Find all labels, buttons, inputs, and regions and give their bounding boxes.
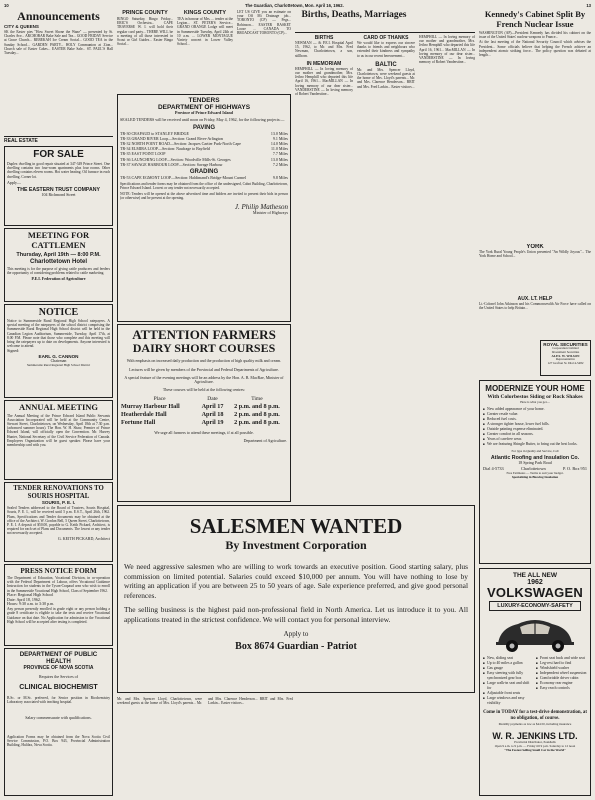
- births-title: Births, Deaths, Marriages: [301, 10, 407, 20]
- tender-souris-title: TENDER RENOVATIONS TO SOURIS HOSPITAL: [13, 485, 104, 500]
- cattlemen-when: Thursday, April 19th — 8:00 P.M.: [16, 252, 101, 258]
- bullet-icon: ■: [483, 671, 485, 675]
- bullet-icon: ■: [483, 681, 485, 685]
- bullet-icon: ■: [483, 656, 485, 660]
- paving-miles: 7.7 Miles: [272, 151, 288, 157]
- public-health-province: PROVINCE OF NOVA SCOTIA: [23, 665, 94, 671]
- bullet-icon: ■: [483, 666, 485, 670]
- farmers-courses-note: These courses will be held at the following centres:: [162, 387, 246, 393]
- vw-feature-item: ■ Easy reach controls: [536, 686, 570, 690]
- modernize-title: MODERNIZE YOUR HOME: [485, 384, 585, 393]
- births-head: BIRTHS: [314, 35, 334, 41]
- bullet-icon: ■: [536, 661, 538, 665]
- highways-tender-ad: [117, 94, 291, 322]
- bullet-icon: ■: [536, 681, 538, 685]
- city-queens-heading: CITY & QUEENS: [4, 24, 39, 29]
- york-story: [479, 244, 591, 294]
- highways-department: DEPARTMENT OF HIGHWAYS: [157, 104, 251, 111]
- births-header-block: [295, 10, 413, 32]
- paving-miles: 11.0 Miles: [271, 146, 288, 152]
- modernize-benefit-item: ■ Greater comfort in all seasons.: [483, 431, 534, 436]
- thanks-head: CARD OF THANKS: [363, 35, 409, 41]
- paving-list: [120, 131, 288, 167]
- prince-county-block: [117, 10, 173, 92]
- modernize-benefit-item: ■ Reduced fuel costs.: [483, 416, 517, 421]
- vw-all-new: THE ALL NEW: [512, 572, 558, 579]
- tender-souris-ad: [4, 482, 113, 562]
- paving-heading: PAVING: [192, 124, 216, 131]
- press-notice-body: The Department of Education, Vocational Division, in co-operation with the Federal Department of Labour, offers Vocational Guidance Instruction for students in the Tyson-Crapaud area who wish to enroll in the Summerside Vocational High School, Class of September 1962.: [7, 576, 110, 593]
- paving-row: [120, 162, 288, 167]
- public-health-body: B.Sc. or M.Sc. preferred, for Senior position in Biochemistry Laboratory associated with teaching hospital.: [7, 695, 110, 704]
- cattlemen-body: This meeting is for the purpose of giving cattle producers and feeders the opportunity of considering problems related to cattle marketing.: [7, 267, 110, 276]
- queens-notes-block: [237, 10, 291, 92]
- course-row: [121, 411, 287, 419]
- royal-title: ROYAL SECURITIES: [543, 342, 588, 347]
- course-place: Fortune Hall: [121, 418, 156, 426]
- births-col-2: [357, 35, 415, 501]
- highways-intro: SEALED TENDERS will be received until noon on Friday, May 4, 1962, for the following projects:—: [120, 116, 285, 122]
- public-health-apply: Application Forms may be obtained from the Nova Scotia Civil Service Commission, P.O. Box 943, Provincial Administration Building, Halifax, Nova Scotia.: [7, 735, 110, 748]
- annual-meeting-title: ANNUAL MEETING: [18, 402, 99, 412]
- annual-meeting-ad: [4, 400, 113, 480]
- queens-notes-body: LET US GIVE you an estimate on your Off Mi Drainage job... TORONTO (CP) — Pegs... Robinson... EASTER BASKET Loose ... CANADA TO BROADCAST TORONTO (CP)...: [237, 10, 291, 36]
- bullet-icon: ■: [483, 431, 485, 436]
- page-number-left: 10: [4, 3, 9, 8]
- paving-project: TR-32 NORTH POINT ROAD—Section: Jacques Cartier Park-North Cape: [120, 141, 241, 146]
- grading-project: TR-53 CAPE EGMONT LOOP—Section: Haldimand's Bridge-Mount Carmel: [120, 175, 246, 181]
- kings-county-title: KINGS COUNTY: [183, 10, 227, 16]
- course-place: Murray Harbour Hall: [121, 402, 180, 410]
- modernize-phone: Dial 4-5733: [483, 466, 504, 472]
- tender-souris-place: SOURIS, P. E. I.: [41, 500, 76, 506]
- baltic-body: Mr. and Mrs. Spencer Lloyd, Charlottetown, were weekend guests at the home of Mrs. Lloyd's parents... Mr. and Mrs. Clarence Henderson... BRIT and Mrs. Fred Larkin... Easter visitors...: [357, 67, 415, 89]
- modernize-benefit-item: ■ Outside painting expense eliminated.: [483, 426, 544, 431]
- vw-feature-item: ■ Gas gauge: [483, 666, 503, 670]
- press-notice-more: Any person presently enrolled in grade eight or any person holding a grade 8 certificate is eligible to take the tests and receive Vocational Guidance on that date. No Application for admission to the Vocational High School will be accepted after testing is completed.: [7, 607, 110, 624]
- modernize-benefit-item: ■ Greater resale value.: [483, 411, 519, 416]
- thanks-body: We would like to express our sincere thanks to friends and neighbours who extended their kindness and sympathy to us in our recent bereavement...: [357, 41, 415, 58]
- paving-miles: 13.0 Miles: [270, 130, 288, 136]
- york-body: The York Rural Young People's Union presented "An Wildly Joyous"... The York Home and School...: [479, 250, 591, 259]
- kings-county-block: [177, 10, 233, 92]
- royal-line-1: Corporation Limited: [552, 346, 579, 350]
- vw-feature-item: ■ Adjustable front seats: [483, 691, 521, 695]
- vw-brand: VOLKSWAGEN: [487, 585, 583, 600]
- modernize-benefit-item: ■ New added appearance of your home.: [483, 406, 545, 411]
- highways-tenders-label: TENDERS: [188, 97, 220, 104]
- public-health-salary: Salary commensurate with qualifications.: [25, 715, 92, 721]
- highways-spec: Specifications and tender forms may be obtained from the office of the undersigned, Cabot Building, Charlottetown, Prince Edward Island. Lowest or any tender not necessarily accepted.: [120, 182, 288, 191]
- for-sale-apply: Apply—: [7, 179, 21, 185]
- bullet-icon: ■: [483, 411, 485, 416]
- memoriam-body: HEMPHILL — In loving memory of our mother and grandmother, Mrs. Jethro Hemphill who departed this life April 16, 1961... MacMILLAN — In loving memory of our dear sister... VANDERSTINE — In loving memory of Robert Vanderstine...: [295, 66, 353, 97]
- course-row: [121, 403, 287, 411]
- paving-project: TR-30 CRAPAUD to STANLEY BRIDGE: [120, 130, 189, 136]
- baltic-head: BALTIC: [375, 61, 397, 68]
- course-time: 2 p.m. and 8 p.m.: [234, 402, 280, 410]
- tender-souris-signer: G. KEITH PICKARD, Architect: [57, 535, 110, 541]
- highways-note: NOTE: Tenders will be opened at the above advertised time and bidders are invited to present their bids in person (or otherwise) and be present at the opening.: [120, 191, 288, 200]
- royal-securities-ad: [540, 340, 591, 376]
- bullet-icon: ■: [536, 671, 538, 675]
- royal-line-4: Representative: [556, 357, 575, 362]
- bullet-icon: ■: [483, 441, 485, 446]
- course-date: April 19: [201, 418, 224, 426]
- notice-title: NOTICE: [38, 307, 79, 318]
- vw-feature-item: ■ Independent wheel suspension: [536, 671, 587, 675]
- course-time: 2 p.m. and 8 p.m.: [234, 418, 280, 426]
- notice-signed: Signed:: [7, 348, 20, 354]
- press-notice-place: Place: Regional High School: [7, 591, 54, 597]
- bottom-continuation-body: Mr. and Mrs. Spencer Lloyd, Charlottetown, were weekend guests at the home of Mrs. Lloyd's parents... Mr. and Mrs. Clarence Henderson... BRIT and Mrs. Fred Larkin... Easter visitors...: [117, 697, 293, 706]
- highways-province: Province of Prince Edward Island: [175, 110, 233, 115]
- modernize-specializing: Specializing in Blowing Insulation: [511, 475, 559, 480]
- modernize-benefit-item: ■ We are featuring Shingle Butter, to bring out the best looks.: [483, 441, 578, 446]
- farmers-body: Lectures will be given by members of the Provincial and Federal Departments of Agriculture.: [129, 366, 279, 372]
- paving-miles: 9.1 Miles: [272, 135, 288, 141]
- notice-body: Notice to Summerside Rural Regional High School ratepayers. A special meeting of the ratepayers of the school district comprising the Summerside Rural Regional High School district will be held in the Canadian Legion Auditorium, Summerside, Tuesday, April 17th, at 8.00 P.M. Please note that those who complete and this meeting will bring the ratepayers up to date on developments. Anyone interested is welcome to attend.: [7, 319, 110, 349]
- vw-feature-item: ■ Windshield washer: [536, 666, 570, 670]
- for-sale-ad: [4, 146, 113, 226]
- bullet-icon: ■: [483, 421, 485, 426]
- press-notice-hours: Hours: 9:30 a.m. to 3:30 p.m.: [7, 601, 55, 607]
- farmers-dept: Department of Agriculture.: [243, 437, 287, 443]
- volkswagen-beetle-icon: [492, 614, 578, 654]
- farmers-title-1: ATTENTION FARMERS: [132, 327, 276, 342]
- course-place: Heatherdale Hall: [121, 410, 167, 418]
- cattlemen-sponsor: P.E.I. Federation of Agriculture: [31, 276, 86, 282]
- births-col-3: [419, 35, 475, 501]
- memoriam-head: IN MEMORIAM: [306, 60, 342, 67]
- salesmen-body-2: The selling business is the highest paid non-professional field in North America. Let us introduce it to you. All applications treated in the strictest confidence. We will contact you for personal interview.: [124, 605, 468, 624]
- announcements-title: Announcements: [17, 10, 100, 23]
- modernize-address: 18 Spring Park Road: [518, 459, 552, 465]
- grading-list: [120, 175, 288, 180]
- eastern-trust-address: 104 Richmond Street: [41, 191, 76, 197]
- vw-feature-item: ■ Easy steering with fully synchronized gear box: [483, 671, 524, 680]
- notice-ad: [4, 304, 113, 398]
- public-health-position: CLINICAL BIOCHEMIST: [19, 683, 98, 691]
- vw-dealer-sub: Provincial Distributor, Peakhalls: [514, 739, 556, 744]
- col-date: Date: [207, 395, 218, 402]
- vw-price: Monthly payments as low as $44.50, including insurance: [498, 722, 572, 727]
- salesmen-ad: [117, 505, 475, 693]
- vw-dealer: W. R. JENKINS LTD.: [492, 730, 578, 741]
- cattlemen-title: MEETING FOR CATTLEMEN: [27, 230, 90, 250]
- dairy-course-ad: [117, 324, 291, 502]
- public-health-ad: [4, 648, 113, 796]
- salesmen-subtitle: By Investment Corporation: [225, 538, 367, 552]
- farmers-title-2: DAIRY SHORT COURSES: [132, 341, 276, 355]
- salesmen-apply: Apply to: [283, 630, 309, 638]
- page-number-right: 13: [586, 3, 591, 8]
- aux-story: [479, 296, 591, 336]
- vw-features-right: [536, 656, 587, 706]
- notice-org: Summerside Rural Regional High School District: [26, 363, 91, 368]
- bullet-icon: ■: [483, 406, 485, 411]
- births-col-3-body: HEMPHILL — In loving memory of our mother and grandmother, Mrs. Jethro Hemphill who departed this life April 16, 1961... MacMILLAN — In loving memory of our dear sister... VANDERSTINE — In loving memory of Robert Vanderstine...: [419, 35, 475, 65]
- course-time: 2 p.m. and 8 p.m.: [234, 410, 280, 418]
- vw-feature-item: ■ Leg-rest hard to find: [536, 661, 572, 665]
- vw-feature-item: ■ Up to 40 miles a gallon: [483, 661, 523, 665]
- bottom-continuation: [117, 697, 475, 796]
- notice-name: EARL G. CANNON: [38, 354, 79, 360]
- vw-feature-item: ■ Comfortable driver cabin: [536, 676, 579, 680]
- bullet-icon: ■: [483, 696, 485, 700]
- modernize-type: For type in Quality and Service, Call: [511, 448, 559, 453]
- announcements-block: [4, 10, 113, 136]
- cattlemen-ad: [4, 228, 113, 302]
- eastern-trust-name: THE EASTERN TRUST COMPANY: [17, 186, 100, 193]
- vw-tagline: LUXURY-ECONOMY-SAFETY: [489, 601, 581, 611]
- prince-county-body: BINGO Saturday, Bingo Friday... ERIC'S Orchestra... CAPE TRAVERSE W. I. will hold their regular card party... THERE WILL be a meeting of all those interested in Scout or Girl Guides... Easter Bingo Social...: [117, 17, 173, 47]
- modernize-sub: With Colorbestos Siding or Rock Shakes: [487, 394, 583, 400]
- farmers-urge: We urge all farmers to attend these meetings, if at all possible.: [154, 429, 254, 435]
- modernize-city: Charlottetown: [521, 466, 546, 472]
- paving-project: TR-34 ELMIRA LOOP—Section: Naufrage to Bayfield: [120, 146, 210, 152]
- vw-slogan: "The Fastest Selling Small Car in the World": [504, 747, 566, 752]
- modernize-note: Here is what you get—: [520, 400, 550, 404]
- cattlemen-where: Charlottetown Hotel: [30, 259, 87, 265]
- salesmen-title: SALESMEN WANTED: [189, 514, 403, 538]
- kennedy-headline: Kennedy's Cabinet Split By French Nuclear Issue: [484, 10, 586, 29]
- paving-miles: 13.0 Miles: [270, 156, 288, 162]
- aux-body: Lt.-Colonel John Atkinson and his Commonwealth Air Force have called on the United States to help Britain...: [479, 302, 591, 311]
- modernize-benefit-item: ■ Years of carefree wear.: [483, 436, 522, 441]
- public-health-requires: Requires the Services of: [39, 674, 78, 679]
- bullet-icon: ■: [483, 426, 485, 431]
- paving-project: TR-33 GRAND RIVER Loop—Section: Grand River-Arlington: [120, 135, 223, 141]
- york-title: YORK: [526, 244, 544, 250]
- vw-feature-item: ■ Front seat back and wide seat: [536, 656, 585, 660]
- tender-souris-body: Sealed Tenders addressed to the Board of Trustees, Souris Hospital, Souris, P. E. I., will be received until 5 p.m. E.S.T., April 26th, 1962. Plans, Specifications and Tender documents may be obtained at the office of the Architect, W. Gordon Bell, 5 Queen Street, Charlottetown, P. E. I. A deposit of $50.00, payable to G. Keith Pickard, Architect, is required for each set of Plans and Documents. The lowest or any tender not necessarily accepted.: [7, 506, 110, 536]
- aux-title: AUX. LT. HELP: [517, 296, 553, 302]
- vw-year: 1962: [527, 579, 543, 586]
- modernize-benefits: [483, 407, 587, 447]
- vw-feature-item: ■ New, sliding seat: [483, 656, 514, 660]
- salesmen-body-1: We need aggressive salesmen who are willing to work towards an executive position. Good starting salary, plus commission on limited potential. Salaries could exceed $10,000 per annum. You will have nothing to lose by writing an application if you are between 25 to 50 years of age. Sale experience preferred, and give good personal references.: [124, 562, 468, 600]
- kennedy-body: At the last meeting of the National Security Council which advises the President... Some officials believe that helping the French achieve an independent atomic striking force... The policy question was debated at length...: [479, 40, 591, 58]
- births-col-1: [295, 35, 353, 501]
- public-health-title: DEPARTMENT OF PUBLIC HEALTH: [19, 651, 98, 665]
- courses-table: [121, 395, 287, 427]
- paving-project: TR-36 LAUNCHING LOOP—Section: Woodville Mills-St. Georges: [120, 156, 231, 162]
- bullet-icon: ■: [536, 686, 538, 690]
- col-time: Time: [251, 395, 263, 402]
- royal-address: 127 Grafton St. Dial 4-5482: [547, 361, 584, 366]
- annual-meeting-body: The Annual Meeting of the Prince Edward Island Public Servants Association Incorporated will be held at the Community Centre, Stewart Street, Charlottetown, on Wednesday, April 18th at 7.30 p.m. (advanced summer hours). The Hon. W. H. Shaw, Premier of Prince Edward Island, will officially open the Convention. Mr. Harvey Hunter, National Secretary of the Civil Service Federation of Canada. Employees Organization will be guest speaker. Please have your membership card with you.: [7, 413, 110, 447]
- grading-heading: GRADING: [189, 169, 219, 176]
- highways-signer-role: Minister of Highways: [252, 210, 288, 216]
- farmers-subtitle: With emphasis on increased daily production and the production of high quality milk and cream.: [126, 358, 282, 363]
- kennedy-story: [479, 10, 591, 242]
- for-sale-body: Duplex dwelling in good repair situated at 347-349 Prince Street. One dwelling contains two four-room apartments plus four rooms. Other dwelling contains eleven rooms. Hot water heating. Oil furnace in each dwelling. Corner lot.: [7, 162, 110, 179]
- farmers-body-2: A special feature of the evening meetings will be an address by the Hon. A. B. MacRae, Minister of Agriculture.: [124, 374, 284, 385]
- modernize-ad: [479, 380, 591, 564]
- paper-line: The Guardian, Charlottetown, Mon. April 16, 1962.: [245, 3, 344, 8]
- course-date: April 18: [201, 410, 224, 418]
- press-notice-ad: [4, 564, 113, 646]
- notice-role: Chairman: [50, 358, 67, 364]
- paving-miles: 7.2 Miles: [272, 161, 288, 167]
- bullet-icon: ■: [483, 436, 485, 441]
- royal-line-3: ALEX. W. WILSON: [551, 353, 580, 358]
- modernize-benefit-item: ■ A stronger tighter house, lower fuel bills.: [483, 421, 550, 426]
- press-notice-date: Date: April 18, 1962.: [7, 596, 41, 602]
- paving-project: TR-35 EAST POINT LOOP: [120, 151, 166, 157]
- course-date: April 17: [201, 402, 224, 410]
- col-place: Place: [153, 395, 166, 402]
- vw-cta: Come in TODAY for a test-drive demonstration, at no obligation, of course.: [483, 710, 587, 721]
- kennedy-dateline: WASHINGTON (AP)—President Kennedy has divided his cabinet on the issue of the United States' nuclear weapons to France...: [479, 31, 591, 40]
- vw-hours: Open 9 a.m. to 9 p.m. — Friday till 9 p.m. Saturday to 12 noon: [494, 743, 576, 748]
- vw-features-left: [483, 656, 534, 706]
- bullet-icon: ■: [483, 691, 485, 695]
- royal-line-2: Investment Securities: [551, 349, 580, 354]
- paving-miles: 14.0 Miles: [270, 141, 288, 146]
- modernize-estimates: Free Estimates — Terms to suit your budget.: [506, 471, 564, 476]
- volkswagen-ad: [479, 568, 591, 796]
- real-estate-label: REAL ESTATE: [4, 138, 38, 144]
- for-sale-title: FOR SALE: [33, 149, 84, 160]
- births-body: NEWMAN — At P.E.I. Hospital April 15, 1962, to Mr. and Mrs. Fred Newman, Charlottetown, a son, stillborn.: [295, 41, 353, 58]
- vw-feature-item: ■ Large walk-in seat and shift for: [483, 681, 530, 690]
- bullet-icon: ■: [536, 676, 538, 680]
- vw-feature-item: ■ Large windows and easy visibility: [483, 696, 525, 705]
- grading-row: [120, 175, 288, 180]
- press-notice-title: PRESS NOTICE FORM: [20, 567, 97, 575]
- course-row: [121, 419, 287, 427]
- modernize-company: Atlantic Roofing and Insulation Co.: [490, 454, 580, 461]
- bullet-icon: ■: [536, 656, 538, 660]
- vw-feature-item: ■ Economy rear engine: [536, 681, 573, 685]
- announcements-body: SK the Easter pies "How Sweet Shone the Wane" — presented by St. Charles Ave... ARCHOBAR Bake Sale and Tea... GOOD FRIDAY Service at Grace Church... REBEKAH Ice Cream Social... GOOD TEA in the Sunday School... GARDEN PARTY... HOLY Communion at Zion... Church sale of Easter Cakes... EASTER Bake Sale... ST. PAUL'S Hall Tuesday...: [4, 30, 113, 56]
- bullet-icon: ■: [536, 666, 538, 670]
- kings-county-body: TEA in honour of Mrs. ... tender at the Legion... ST. PETER'S Service... GRAND ORANGE Lodge will meet in Summerside Tuesday, April 24th at 10 a.m. ... LOWER MONTAGUE Variety concert in Lower Valley School...: [177, 17, 233, 47]
- bullet-icon: ■: [483, 661, 485, 665]
- modernize-box: P. O. Box 951: [563, 466, 587, 472]
- paving-project: TR-37 SAVAGE HARBOUR LOOP—Section: Savage Harbour: [120, 161, 223, 167]
- grading-miles: 9.8 Miles: [272, 175, 288, 181]
- salesmen-box: Box 8674 Guardian - Patriot: [235, 641, 357, 652]
- bullet-icon: ■: [483, 416, 485, 421]
- highways-signer: J. Philip Matheson: [234, 203, 288, 212]
- prince-county-title: PRINCE COUNTY: [122, 10, 168, 16]
